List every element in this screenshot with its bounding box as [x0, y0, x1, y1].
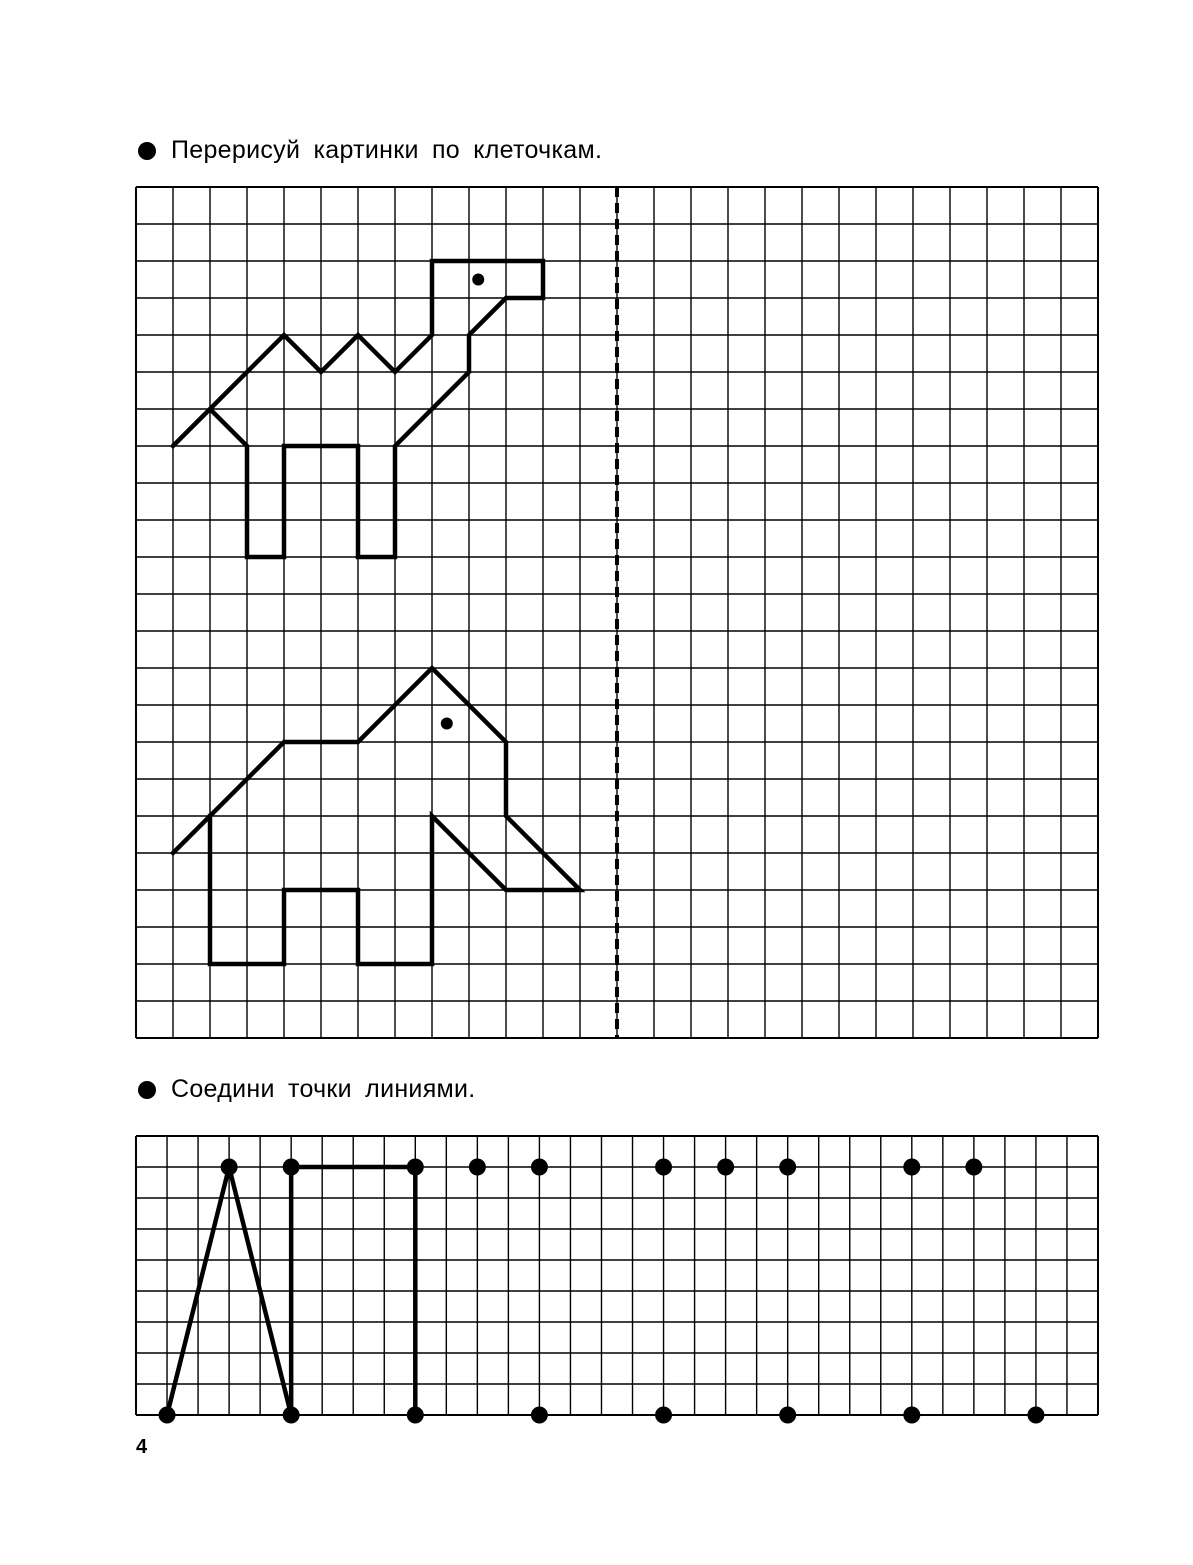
dots-grid[interactable]: [136, 1136, 1098, 1424]
connect-dot: [407, 1159, 424, 1176]
connect-dot: [531, 1407, 548, 1424]
connect-dot: [531, 1159, 548, 1176]
connect-dot: [779, 1407, 796, 1424]
connect-dot: [779, 1159, 796, 1176]
connect-dot: [469, 1159, 486, 1176]
connect-dot: [903, 1407, 920, 1424]
connect-dot: [1027, 1407, 1044, 1424]
page-number: 4: [136, 1436, 148, 1458]
connect-dot: [655, 1159, 672, 1176]
instruction-text: Перерисуй картинки по клеточкам.: [171, 136, 603, 164]
connect-dot: [717, 1159, 734, 1176]
connect-dot: [283, 1407, 300, 1424]
connect-dot: [903, 1159, 920, 1176]
connect-dot: [407, 1407, 424, 1424]
instruction-text: Соедини точки линиями.: [171, 1075, 476, 1103]
connect-dot: [283, 1159, 300, 1176]
connect-dot: [221, 1159, 238, 1176]
copy-grid[interactable]: [136, 187, 1098, 1038]
connect-dot: [655, 1407, 672, 1424]
elephant-eye-dot: [441, 718, 453, 730]
connect-dot: [965, 1159, 982, 1176]
connect-dot: [159, 1407, 176, 1424]
camel-eye-dot: [472, 274, 484, 286]
